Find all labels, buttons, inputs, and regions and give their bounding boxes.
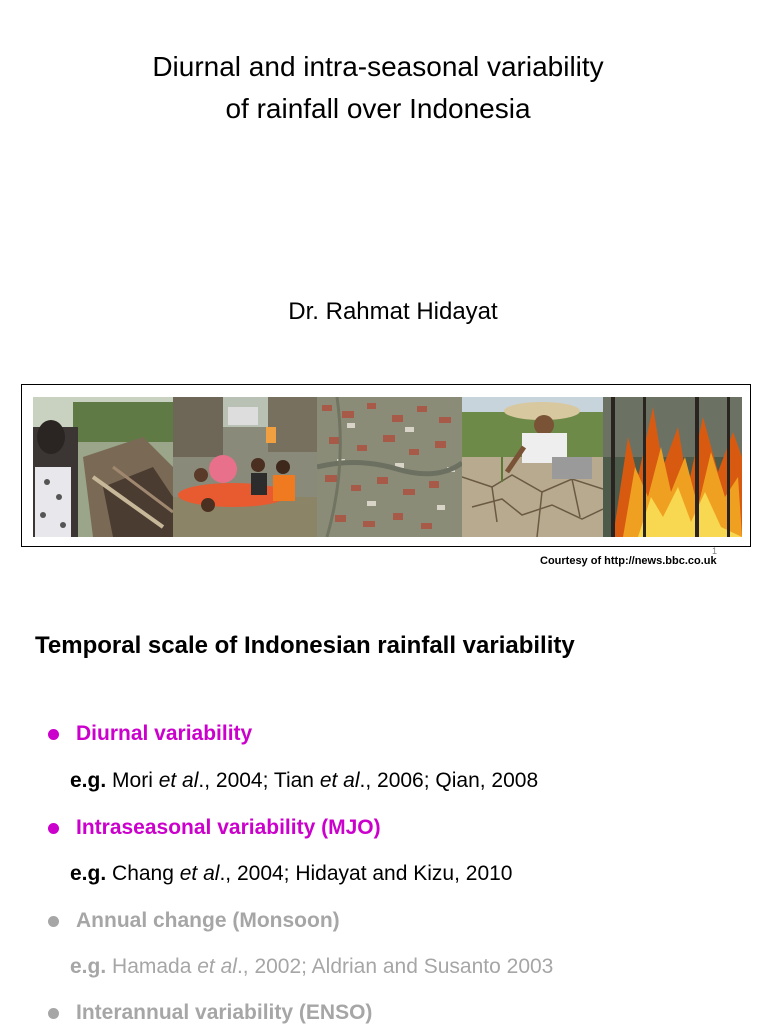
- bullet-intraseasonal-variability: [48, 813, 381, 843]
- bullet-label: Annual change (Monsoon): [76, 909, 340, 932]
- page-number: 1: [712, 546, 718, 556]
- flooded-city-photo: [317, 397, 462, 537]
- ref-text: Mori: [106, 769, 159, 792]
- reference-annual: [70, 952, 553, 982]
- forest-fire-photo: [603, 397, 742, 537]
- slide-title-line-1: Diurnal and intra-seasonal variability: [152, 51, 604, 82]
- section-heading: Temporal scale of Indonesian rainfall variability: [35, 632, 575, 659]
- slide-title-line-2: of rainfall over Indonesia: [225, 93, 531, 124]
- ref-text: ., 2004; Tian: [198, 769, 320, 792]
- photo-strip: [21, 384, 751, 547]
- bullet-label: Diurnal variability: [76, 722, 253, 745]
- storm-damage-photo: [33, 397, 173, 537]
- flood-rescue-photo: [173, 397, 317, 537]
- reference-intraseasonal: [70, 859, 513, 889]
- bullet-dot-icon: [48, 823, 59, 834]
- eg-label: e.g.: [70, 769, 107, 792]
- reference-diurnal: [70, 766, 538, 796]
- bullet-dot-icon: [48, 1008, 59, 1019]
- slide-title: [0, 46, 756, 130]
- bullet-label: Interannual variability (ENSO): [76, 1001, 373, 1024]
- ref-text: ., 2004; Hidayat and Kizu, 2010: [219, 862, 513, 885]
- bullet-annual-change: [48, 906, 340, 936]
- ref-italic: et al: [197, 955, 237, 978]
- ref-text: ., 2002; Aldrian and Susanto 2003: [236, 955, 554, 978]
- drought-farmer-photo: [462, 397, 603, 537]
- ref-italic: et al: [158, 769, 199, 792]
- bullet-dot-icon: [48, 729, 59, 740]
- bullet-diurnal-variability: [48, 719, 252, 749]
- bullet-dot-icon: [48, 916, 59, 927]
- ref-italic: et al: [319, 769, 360, 792]
- ref-text: Hamada: [106, 955, 198, 978]
- ref-italic: et al: [179, 862, 220, 885]
- eg-label: e.g.: [70, 862, 107, 885]
- ref-text: ., 2006; Qian, 2008: [359, 769, 539, 792]
- ref-text: Chang: [106, 862, 180, 885]
- author-name: Dr. Rahmat Hidayat: [288, 298, 498, 325]
- bullet-label: Intraseasonal variability (MJO): [76, 816, 381, 839]
- eg-label: e.g.: [70, 955, 107, 978]
- photo-credit: Courtesy of http://news.bbc.co.uk: [540, 555, 717, 567]
